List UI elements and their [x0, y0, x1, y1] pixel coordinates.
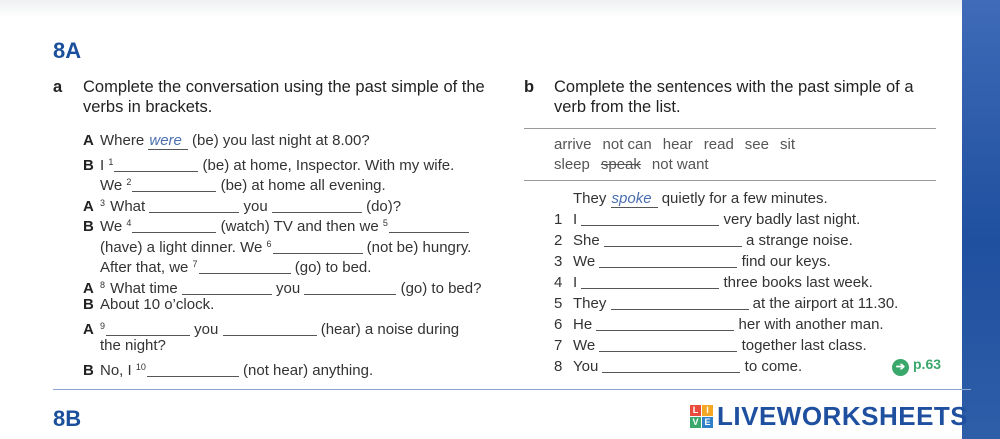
sentence-item: 5 They at the airport at 11.30.: [554, 295, 899, 312]
answer-blank-b5[interactable]: [611, 296, 749, 310]
exercise-b-instruction: b Complete the sentences with the past simple of a verb from the list.: [524, 78, 914, 116]
speaker-label: A: [83, 197, 94, 215]
top-shadow: [0, 0, 1000, 18]
conversation-line: the night?: [100, 337, 166, 354]
answer-blank-10[interactable]: [147, 363, 239, 377]
answer-blank-b8[interactable]: [602, 359, 740, 373]
arrow-left-icon: ➔: [892, 359, 909, 376]
section-title-8b: 8B: [53, 406, 82, 431]
speaker-label: A: [83, 279, 94, 297]
answer-blank-b4[interactable]: [581, 275, 719, 289]
speaker-label: B: [83, 296, 94, 313]
used-word: speak: [600, 156, 641, 173]
conversation-line: After that, we $^7$ (go) to bed.: [100, 259, 372, 276]
exercise-a-instruction: a Complete the conversation using the past simple of the verbs in brackets.: [53, 78, 485, 116]
answer-blank-3a[interactable]: [149, 199, 239, 213]
answer-blank-b1[interactable]: [581, 212, 719, 226]
conversation: [53, 131, 513, 377]
answer-blank-b3[interactable]: [599, 254, 737, 268]
liveworksheets-logo: [690, 401, 968, 432]
sentence-item: 1 I very badly last night.: [554, 211, 861, 228]
speaker-label: A: [83, 320, 94, 338]
answer-blank-b2[interactable]: [604, 233, 742, 247]
logo-grid-icon: L I V E: [690, 405, 713, 428]
conversation-line: (have) a light dinner. We $^6$ (not be) hungry.: [100, 238, 472, 256]
sentence-item: 7 We together last class.: [554, 337, 867, 354]
conversation-line: A Where were (be) you last night at 8.00?: [83, 131, 513, 152]
answer-blank-3b[interactable]: [272, 199, 362, 213]
word-list: [524, 128, 936, 181]
conversation-line: B I $^1$ (be) at home, Inspector. With my wife.: [83, 152, 513, 173]
right-edge-band: [962, 0, 1000, 439]
sentence-item: 3 We find our keys.: [554, 253, 831, 270]
section-divider: [53, 389, 971, 390]
word-list-row: arrive not can hear read see sit: [554, 136, 795, 153]
answer-blank-4[interactable]: [132, 219, 216, 233]
speaker-label: B: [83, 218, 94, 235]
speaker-label: A: [83, 132, 94, 149]
exercise-b: [524, 77, 944, 377]
answer-blank-b7[interactable]: [599, 338, 737, 352]
exercise-a-letter: a: [53, 78, 63, 96]
answer-blank-6[interactable]: [273, 240, 363, 254]
answer-blank-b6[interactable]: [596, 317, 734, 331]
answer-blank-1[interactable]: [114, 158, 198, 172]
word-list-row: sleep speak not want: [554, 156, 709, 173]
conversation-line: B We $^4$ (watch) TV and then we $^5$: [83, 213, 513, 234]
speaker-label: B: [83, 361, 94, 379]
answer-blank-2[interactable]: [132, 178, 216, 192]
conversation-line: A $^3$ What you (do)?: [83, 193, 513, 214]
sentence-item: 6 He her with another man.: [554, 316, 884, 333]
conversation-line: A $^8$ What time you (go) to bed?: [83, 275, 513, 296]
conversation-line: B About 10 o’clock.: [83, 295, 513, 316]
conversation-line: We $^2$ (be) at home all evening.: [100, 177, 386, 194]
example-sentence: They spoke quietly for a few minutes.: [573, 190, 828, 207]
speaker-label: B: [83, 156, 94, 174]
sentence-item: 4 I three books last week.: [554, 274, 873, 291]
exercise-b-letter: b: [524, 78, 535, 96]
answer-blank-9a[interactable]: [106, 322, 190, 336]
example-answer: spoke: [611, 191, 658, 208]
sentence-item: 2 She a strange noise.: [554, 232, 853, 249]
answer-blank-8a[interactable]: [182, 281, 272, 295]
exercise-a: [53, 77, 513, 377]
answer-blank-9b[interactable]: [223, 322, 317, 336]
sentence-list: [524, 188, 944, 377]
conversation-line: A $^9$ you (hear) a noise during: [83, 316, 513, 337]
answer-blank-8b[interactable]: [304, 281, 396, 295]
sentence-item: 8 You to come.: [554, 358, 803, 375]
page-reference-link[interactable]: ➔ p.63: [892, 356, 941, 376]
example-answer: were: [148, 133, 188, 150]
answer-blank-7[interactable]: [199, 260, 291, 274]
logo-text: LIVEWORKSHEETS: [717, 401, 969, 431]
answer-blank-5[interactable]: [389, 219, 469, 233]
conversation-line: B No, I $^{10}$ (not hear) anything.: [83, 357, 513, 378]
section-title-8a: 8A: [53, 38, 82, 63]
